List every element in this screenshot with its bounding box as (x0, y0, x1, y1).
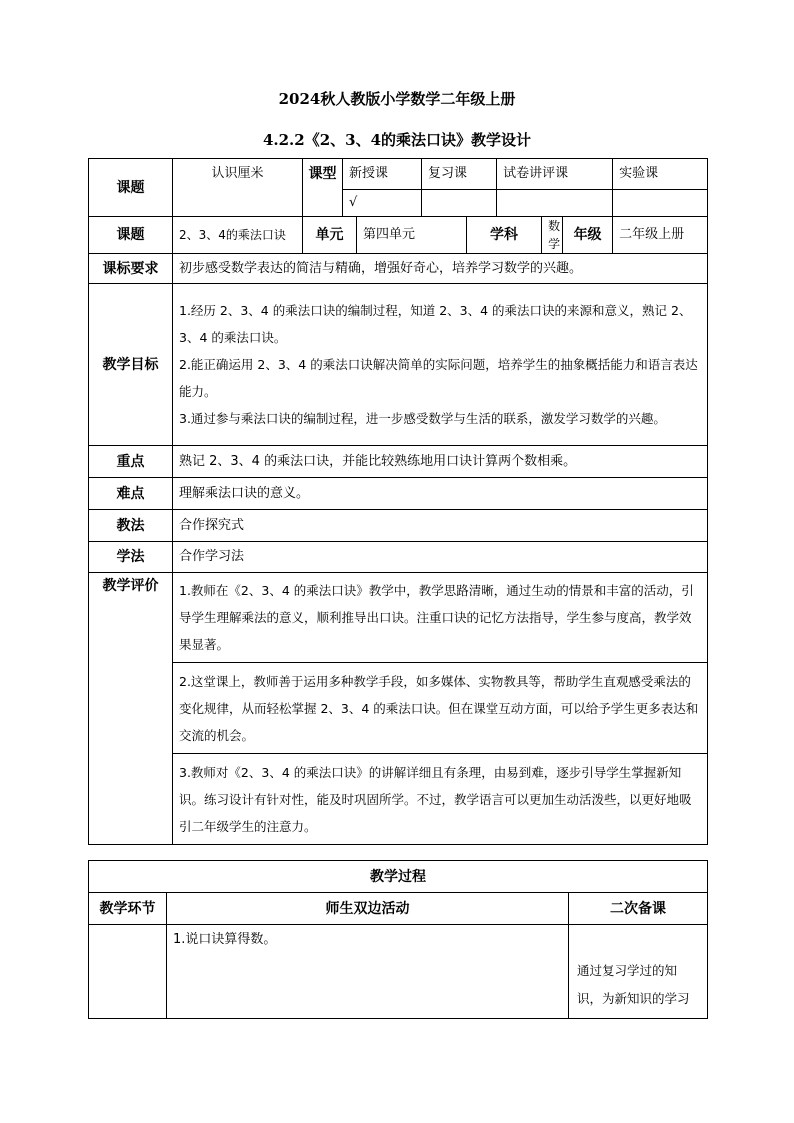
grade-value: 二年级上册 (613, 217, 708, 254)
label-unit: 单元 (303, 217, 357, 254)
label-type: 课型 (303, 159, 343, 217)
process-notes-cell: 通过复习学过的知识，为新知识的学习 (569, 925, 708, 1019)
difficult-text: 理解乘法口诀的意义。 (173, 478, 708, 510)
type-check-mark: √ (343, 190, 422, 217)
type-option-review: 复习课 (422, 159, 497, 190)
key-text: 熟记 2、3、4 的乘法口诀，并能比较熟练地用口诀计算两个数相乘。 (173, 446, 708, 478)
teaching-method-text: 合作探究式 (173, 510, 708, 542)
label-subject: 学科 (467, 217, 542, 254)
label-topic-1: 课题 (89, 159, 173, 217)
evaluation-item-2: 2.这堂课上，教师善于运用多种教学手段，如多媒体、实物教具等，帮助学生直观感受乘法的变化规律，从而轻松掌握 2、3、4 的乘法口诀。但在课堂互动方面，可以给予学生更多表达和交流的机会。 (173, 663, 708, 754)
lesson-info-table (88, 158, 708, 845)
label-difficult: 难点 (89, 478, 173, 510)
standard-text: 初步感受数学表达的简洁与精确，增强好奇心，培养学习数学的兴趣。 (173, 254, 708, 284)
goal-item-2: 2.能正确运用 2、3、4 的乘法口诀解决简单的实际问题，培养学生的抽象概括能力和语言表达能力。 (179, 357, 698, 399)
process-table (88, 860, 708, 1019)
process-header-stage: 教学环节 (89, 893, 167, 925)
process-header-activity: 师生双边活动 (167, 893, 569, 925)
label-key: 重点 (89, 446, 173, 478)
goals-content (173, 284, 708, 446)
type-check-review (422, 190, 497, 217)
label-teaching-method: 教法 (89, 510, 173, 542)
process-header-notes: 二次备课 (569, 893, 708, 925)
unit-value: 第四单元 (357, 217, 467, 254)
process-stage-cell (89, 925, 167, 1019)
label-learning-method: 学法 (89, 542, 173, 573)
label-evaluation: 教学评价 (89, 573, 173, 845)
type-check-experiment (613, 190, 708, 217)
type-check-exam-review (497, 190, 613, 217)
type-option-experiment: 实验课 (613, 159, 708, 190)
goal-item-3: 3.通过参与乘法口诀的编制过程，进一步感受数学与生活的联系，激发学习数学的兴趣。 (179, 411, 666, 426)
label-topic-2: 课题 (89, 217, 173, 254)
label-grade: 年级 (563, 217, 613, 254)
subject-value: 数学 (542, 217, 563, 254)
evaluation-item-3: 3.教师对《2、3、4 的乘法口诀》的讲解详细且有条理，由易到难，逐步引导学生掌握新知识。练习设计有针对性，能及时巩固所学。不过，教学语言可以更加生动活泼些，以更好地吸引二年级学生的注意力。 (173, 754, 708, 845)
process-activity-cell: 1.说口诀算得数。 (167, 925, 569, 1019)
document-title: 2024秋人教版小学数学二年级上册 (278, 90, 516, 108)
process-title: 教学过程 (89, 861, 708, 893)
type-option-exam-review: 试卷讲评课 (497, 159, 613, 190)
type-option-new: 新授课 (343, 159, 422, 190)
label-goals: 教学目标 (89, 284, 173, 446)
topic-value-1: 认识厘米 (173, 159, 303, 217)
topic-value-2: 2、3、4的乘法口诀 (173, 217, 303, 254)
document-subtitle: 4.2.2《2、3、4的乘法口诀》教学设计 (262, 131, 532, 149)
evaluation-item-1: 1.教师在《2、3、4 的乘法口诀》教学中，教学思路清晰，通过生动的情景和丰富的活动，引导学生理解乘法的意义，顺利推导出口诀。注重口诀的记忆方法指导，学生参与度高，教学效果显著。 (173, 573, 708, 663)
goal-item-1: 1.经历 2、3、4 的乘法口诀的编制过程，知道 2、3、4 的乘法口诀的来源和意义，熟记 2、3、4 的乘法口诀。 (179, 303, 692, 345)
learning-method-text: 合作学习法 (173, 542, 708, 573)
label-standard: 课标要求 (89, 254, 173, 284)
